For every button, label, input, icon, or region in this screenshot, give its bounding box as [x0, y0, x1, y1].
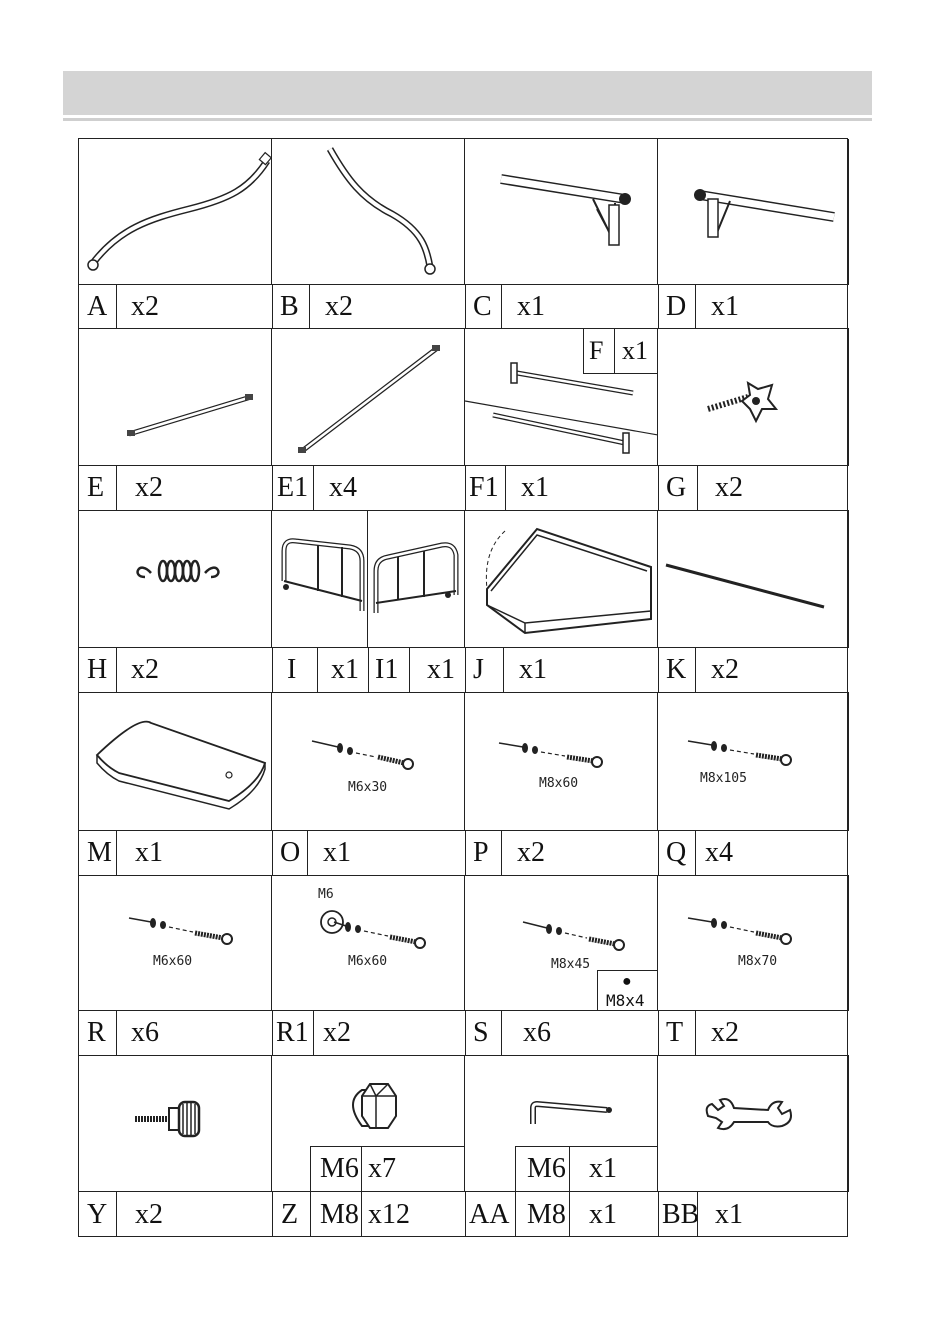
- part-r1-image: [272, 876, 465, 1011]
- part-qty: x2: [323, 1017, 351, 1048]
- part-letter: C: [473, 290, 492, 322]
- header-rule: [63, 118, 872, 121]
- curved-tube-icon: [272, 139, 465, 285]
- part-e1-image: [272, 329, 465, 466]
- washer-size-label: M6: [318, 887, 334, 902]
- label-row-3: [79, 648, 849, 693]
- frame-arm-icon: [658, 139, 849, 285]
- part-letter: Z: [281, 1198, 299, 1230]
- part-e-image: [79, 329, 272, 466]
- part-qty: x4: [705, 837, 733, 868]
- part-letter: S: [473, 1017, 489, 1048]
- part-d-image: [658, 139, 849, 285]
- part-b-image: [272, 139, 465, 285]
- bolt-set-icon: [465, 693, 658, 831]
- part-letter: A: [87, 290, 108, 322]
- part-qty: x1: [135, 837, 163, 868]
- part-t-image: [658, 876, 849, 1011]
- label-row-5: [79, 1011, 849, 1056]
- part-letter: G: [666, 472, 687, 503]
- nut-inset: [597, 970, 658, 1011]
- part-letter: R: [87, 1017, 106, 1048]
- bolt-size-label: M8x105: [700, 771, 747, 786]
- spring-icon: [79, 511, 272, 648]
- part-qty: x1: [711, 290, 739, 322]
- part-qty: x1: [517, 290, 545, 322]
- part-q-image: [658, 693, 849, 831]
- part-letter: BB: [662, 1198, 700, 1230]
- bolt-size-label: M6x60: [348, 954, 388, 969]
- part-letter: R1: [276, 1017, 309, 1048]
- short-rod-icon: [79, 329, 272, 466]
- bolt-set-icon: [79, 876, 272, 1011]
- part-letter: H: [87, 654, 108, 685]
- size-b: M8: [527, 1198, 566, 1230]
- qty-b: x1: [589, 1198, 617, 1230]
- part-bb-image: [658, 1056, 849, 1192]
- cushion-icon: [79, 693, 272, 831]
- part-aa-image: [465, 1056, 658, 1192]
- part-letter: F: [589, 336, 604, 365]
- part-f-f1-image: [465, 329, 658, 466]
- part-p-image: [465, 693, 658, 831]
- part-c-image: [465, 139, 658, 285]
- hand-knob-icon: [79, 1056, 272, 1192]
- bolt-set-icon: [658, 693, 849, 831]
- size-b: M8: [320, 1198, 359, 1230]
- part-qty: x2: [715, 472, 743, 503]
- part-m-image: [79, 693, 272, 831]
- part-g-image: [658, 329, 849, 466]
- label-row-4: [79, 831, 849, 876]
- part-qty: x2: [711, 654, 739, 685]
- part-r-image: [79, 876, 272, 1011]
- part-s-image: [465, 876, 658, 1011]
- part-qty: x2: [711, 1017, 739, 1048]
- part-qty: x1: [323, 837, 351, 868]
- nut-size-label: M8x4: [606, 991, 645, 1010]
- seat-frame-icon: [465, 511, 658, 648]
- part-qty: x2: [131, 654, 159, 685]
- part-letter: E: [87, 472, 105, 503]
- part-letter: T: [666, 1017, 684, 1048]
- part-i-image: [272, 511, 368, 648]
- label-row-2: [79, 466, 849, 511]
- bolt-set-icon: [658, 876, 849, 1011]
- part-z-image: [272, 1056, 465, 1192]
- part-qty: x2: [131, 290, 159, 322]
- part-i1-image: [368, 511, 465, 648]
- part-o-image: [272, 693, 465, 831]
- thin-rod-icon: [658, 511, 849, 648]
- part-qty: x1: [521, 472, 549, 503]
- part-letter: D: [666, 290, 687, 322]
- part-qty: x2: [135, 472, 163, 503]
- part-qty: x1: [715, 1198, 743, 1230]
- wrench-icon: [658, 1056, 849, 1192]
- bolt-size-label: M6x30: [348, 780, 388, 795]
- star-knob-icon: [658, 329, 849, 466]
- part-letter: O: [280, 837, 301, 868]
- qty-b: x12: [368, 1198, 410, 1230]
- long-rod-icon: [272, 329, 465, 466]
- part-k-image: [658, 511, 849, 648]
- part-h-image: [79, 511, 272, 648]
- armrest-frame-icon: [272, 511, 368, 648]
- part-letter: K: [666, 654, 687, 685]
- part-letter: M: [87, 837, 112, 868]
- curved-tube-icon: [79, 139, 272, 285]
- label-row-6: [79, 1192, 849, 1237]
- size-a: M6: [320, 1153, 359, 1184]
- part-f-inset: [583, 329, 658, 374]
- bolt-size-label: M8x45: [551, 957, 591, 972]
- armrest-frame-icon: [368, 511, 465, 648]
- bolt-size-label: M8x60: [539, 776, 579, 791]
- part-qty: x2: [325, 290, 353, 322]
- part-letter: J: [473, 654, 484, 685]
- part-letter: I: [287, 654, 297, 685]
- part-j-image: [465, 511, 658, 648]
- part-y-image: [79, 1056, 272, 1192]
- part-qty: x6: [523, 1017, 551, 1048]
- part-qty: x1: [331, 654, 359, 685]
- bolt-washer-icon: [272, 876, 465, 1011]
- frame-arm-icon: [465, 139, 658, 285]
- size-a: M6: [527, 1153, 566, 1184]
- part-qty: x6: [131, 1017, 159, 1048]
- qty-a: x7: [368, 1153, 396, 1184]
- part-qty: x4: [329, 472, 357, 503]
- part-letter: B: [280, 290, 299, 322]
- parts-table: [78, 138, 848, 1237]
- part-qty: x1: [427, 654, 455, 685]
- nut-icon: ●: [622, 973, 632, 990]
- part-qty: x1: [622, 336, 648, 365]
- label-row-1: [79, 285, 849, 329]
- part-letter: Y: [87, 1198, 108, 1230]
- part-letter: AA: [469, 1198, 510, 1230]
- part-letter: I1: [375, 654, 399, 685]
- part-letter: F1: [469, 472, 499, 503]
- part-letter: E1: [277, 472, 309, 503]
- part-letter: Q: [666, 837, 687, 868]
- part-qty: x1: [519, 654, 547, 685]
- bolt-size-label: M8x70: [738, 954, 778, 969]
- part-letter: P: [473, 837, 489, 868]
- part-qty: x2: [517, 837, 545, 868]
- bolt-set-icon: [272, 693, 465, 831]
- part-a-image: [79, 139, 272, 285]
- part-qty: x2: [135, 1198, 163, 1230]
- bolt-size-label: M6x60: [153, 954, 193, 969]
- header-bar: [63, 71, 872, 115]
- qty-a: x1: [589, 1153, 617, 1184]
